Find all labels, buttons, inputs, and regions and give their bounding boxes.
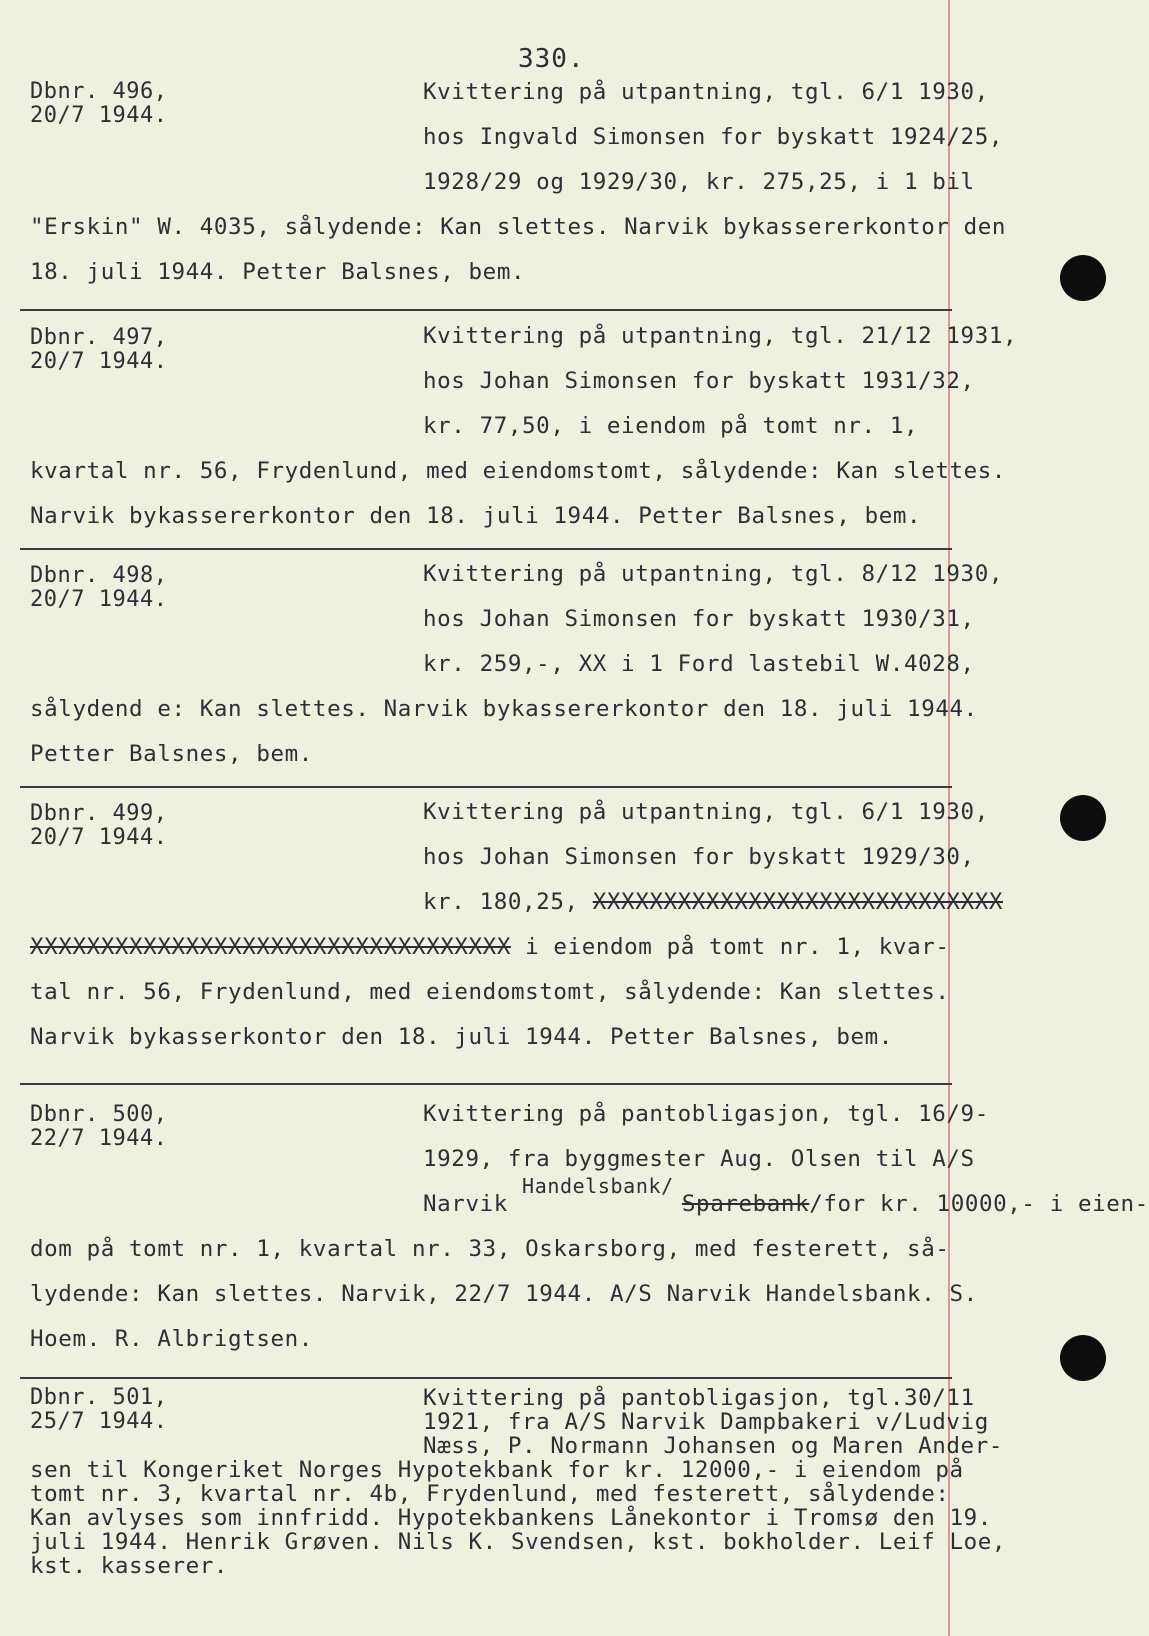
text-line: tal nr. 56, Frydenlund, med eiendomstomt, sålydende: Kan slettes.: [30, 979, 950, 1005]
text-line: Kvittering på utpantning, tgl. 21/12 1931,: [423, 323, 1018, 349]
text-line: sen til Kongeriket Norges Hypotekbank for kr. 12000,- i eiendom på: [30, 1457, 964, 1483]
entry-separator: [20, 1377, 952, 1379]
text-line: 1929, fra byggmester Aug. Olsen til A/S: [423, 1146, 975, 1172]
text-line: [30, 925, 980, 970]
text-line: "Erskin" W. 4035, sålydende: Kan slettes. Narvik bykassererkontor den: [30, 214, 1007, 240]
entry-text: [30, 314, 1018, 539]
text-line: [30, 880, 1004, 925]
text-line: [30, 1174, 1149, 1227]
entry-text: [30, 70, 1007, 295]
entry-date: 22/7 1944.: [30, 1126, 168, 1151]
text-line: Kvittering på utpantning, tgl. 6/1 1930,: [423, 79, 989, 105]
text-line: Kvittering på pantobligasjon, tgl. 16/9-: [423, 1101, 989, 1127]
binder-hole: [1060, 1335, 1106, 1381]
text-fragment: kr. 180,25,: [423, 889, 579, 915]
text-line: Kvittering på utpantning, tgl. 8/12 1930,: [423, 561, 1003, 587]
text-line: kvartal nr. 56, Frydenlund, med eiendomstomt, sålydende: Kan slettes.: [30, 458, 1007, 484]
entry-separator: [20, 786, 952, 788]
entry-text: [30, 1092, 1149, 1362]
text-line: tomt nr. 3, kvartal nr. 4b, Frydenlund, med festerett, sålydende:: [30, 1481, 950, 1507]
text-line: Kvittering på pantobligasjon, tgl.30/11: [423, 1385, 975, 1411]
text-line: Narvik bykasserkontor den 18. juli 1944. Petter Balsnes, bem.: [30, 1024, 893, 1050]
text-line: hos Johan Simonsen for byskatt 1929/30,: [423, 844, 975, 870]
text-line: 1921, fra A/S Narvik Dampbakeri v/Ludvig: [423, 1409, 989, 1435]
text-line: sålydend e: Kan slettes. Narvik bykassererkontor den 18. juli 1944.: [30, 696, 978, 722]
struck-text: Sparebank: [681, 1191, 810, 1217]
entry-text: [30, 552, 1003, 777]
entry-date: 20/7 1944.: [30, 103, 168, 128]
entry-number: Dbnr. 498,: [30, 563, 168, 588]
binder-hole: [1060, 255, 1106, 301]
text-line: juli 1944. Henrik Grøven. Nils K. Svendsen, kst. bokholder. Leif Loe,: [30, 1529, 1007, 1555]
entry-number: Dbnr. 496,: [30, 79, 168, 104]
text-line: Kvittering på utpantning, tgl. 6/1 1930,: [423, 799, 989, 825]
text-fragment: i eiendom på tomt nr. 1, kvar-: [525, 934, 950, 960]
entry-text: [30, 790, 1004, 1060]
entry-number: Dbnr. 501,: [30, 1385, 168, 1410]
text-line: Kan avlyses som innfridd. Hypotekbankens Lånekontor i Tromsø den 19.: [30, 1505, 992, 1531]
entry-date: 20/7 1944.: [30, 825, 168, 850]
entry-separator: [20, 309, 952, 311]
page-number: 330.: [518, 44, 585, 74]
entry-number: Dbnr. 499,: [30, 801, 168, 826]
struck-text: XXXXXXXXXXXXXXXXXXXXXXXXXXXXXXXXXX: [30, 934, 511, 960]
text-line: kr. 77,50, i eiendom på tomt nr. 1,: [423, 413, 919, 439]
entry-separator: [20, 548, 952, 550]
entry-date: 20/7 1944.: [30, 587, 168, 612]
text-line: kst. kasserer.: [30, 1553, 229, 1579]
text-line: Næss, P. Normann Johansen og Maren Ander-: [423, 1433, 1003, 1459]
text-line: Petter Balsnes, bem.: [30, 741, 313, 767]
text-fragment: /for kr. 10000,- i eien-: [809, 1191, 1149, 1217]
entry-date: 25/7 1944.: [30, 1409, 168, 1434]
entry-text: [30, 1385, 1007, 1579]
entry-date: 20/7 1944.: [30, 349, 168, 374]
struck-text: XXXXXXXXXXXXXXXXXXXXXXXXXXXXX: [592, 889, 1004, 915]
text-line: 18. juli 1944. Petter Balsnes, bem.: [30, 259, 526, 285]
entry-separator: [20, 1083, 952, 1085]
text-line: Hoem. R. Albrigtsen.: [30, 1326, 313, 1352]
text-line: kr. 259,-, XX i 1 Ford lastebil W.4028,: [423, 651, 975, 677]
entry-number: Dbnr. 500,: [30, 1102, 168, 1127]
text-line: 1928/29 og 1929/30, kr. 275,25, i 1 bil: [423, 169, 975, 195]
text-line: lydende: Kan slettes. Narvik, 22/7 1944. A/S Narvik Handelsbank. S.: [30, 1281, 978, 1307]
text-fragment: Narvik: [423, 1191, 508, 1217]
text-line: hos Johan Simonsen for byskatt 1930/31,: [423, 606, 975, 632]
inserted-text: Handelsbank/: [522, 1174, 674, 1198]
text-line: hos Ingvald Simonsen for byskatt 1924/25,: [423, 124, 1003, 150]
binder-hole: [1060, 795, 1106, 841]
text-line: Narvik bykassererkontor den 18. juli 1944. Petter Balsnes, bem.: [30, 503, 922, 529]
entry-number: Dbnr. 497,: [30, 325, 168, 350]
text-line: hos Johan Simonsen for byskatt 1931/32,: [423, 368, 975, 394]
text-line: dom på tomt nr. 1, kvartal nr. 33, Oskarsborg, med festerett, så-: [30, 1236, 950, 1262]
